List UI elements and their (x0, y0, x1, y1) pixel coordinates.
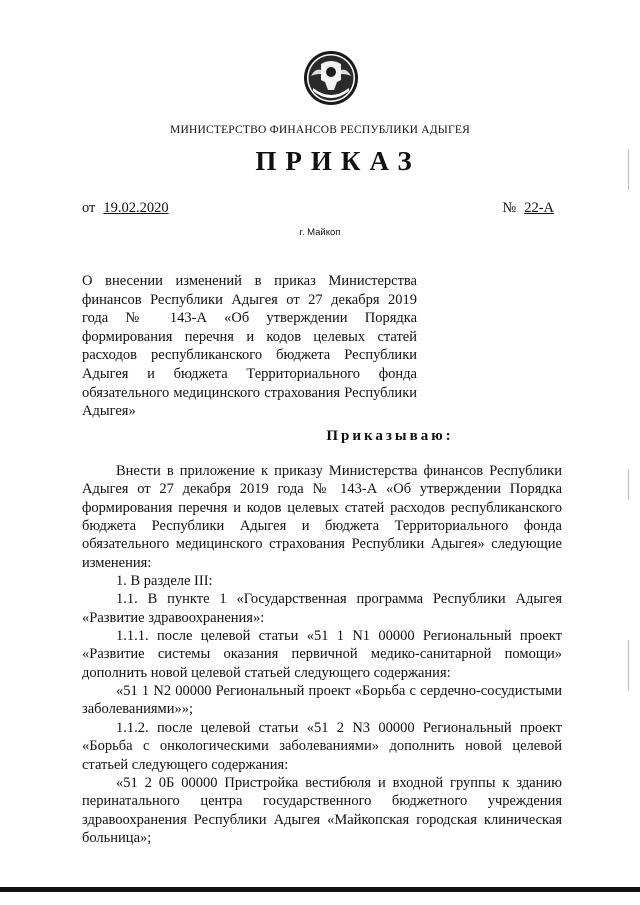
order-heading: Приказываю: (326, 428, 454, 444)
scan-edge-mark (628, 470, 629, 500)
paragraph: 1. В разделе III: (116, 573, 213, 590)
paragraph: «51 1 N2 00000 Региональный проект «Борьба с сердечно-сосудистыми заболеваниями»»; (82, 683, 562, 718)
date-prefix: от (82, 200, 96, 216)
document-number: 22-А (524, 200, 554, 216)
paragraph: 1.1.2. после целевой статьи «51 2 N3 00000 Региональный проект «Борьба с онкологическими заболеваниями» дополнить новой целевой статьей следующего содержания: (82, 719, 562, 773)
scan-edge-mark (628, 640, 629, 690)
date-line (82, 200, 169, 217)
ministry-name: МИНИСТЕРСТВО ФИНАНСОВ РЕСПУБЛИКИ АДЫГЕЯ (170, 124, 470, 136)
paragraph: Внести в приложение к приказу Министерства финансов Республики Адыгея от 27 декабря 2019 года № 143-А «Об утверждении Порядка формирования перечня и кодов целевых статей расходов республиканского бюджета Республики Адыгея и бюджета Территориального фонда обязательного медицинского страхования Республики Адыгея» следующие изменения: (82, 463, 562, 571)
document-subject: О внесении изменений в приказ Министерства финансов Республики Адыгея от 27 декабря 2019 года № 143-А «Об утверждении Порядка формирования перечня и кодов целевых статей расходов республиканского бюджета Республики Адыгея и бюджета Территориального фонда обязательного медицинского страхования Республики Адыгея» (82, 273, 417, 420)
coat-of-arms-emblem-icon (303, 50, 359, 106)
document-title: ПРИКАЗ (255, 146, 421, 176)
paragraph: 1.1.1. после целевой статьи «51 1 N1 00000 Региональный проект «Развитие системы оказания первичной медико-санитарной помощи» дополнить новой целевой статьей следующего содержания: (82, 628, 562, 681)
document-body (82, 462, 562, 847)
document-date: 19.02.2020 (103, 200, 169, 216)
paragraph: 1.1. В пункте 1 «Государственная программа Республики Адыгея «Развитие здравоохранения»: (82, 591, 562, 626)
scan-edge-mark (628, 150, 629, 190)
scan-bottom-bar (0, 887, 640, 892)
paragraph: «51 2 0Б 00000 Пристройка вестибюля и входной группы к зданию перинатального центра государственного бюджетного учреждения здравоохранения Республики Адыгея «Майкопская городская клиническая больница»; (82, 774, 562, 846)
city: г. Майкоп (299, 227, 341, 238)
number-line (502, 200, 554, 217)
number-prefix: № (502, 200, 517, 216)
